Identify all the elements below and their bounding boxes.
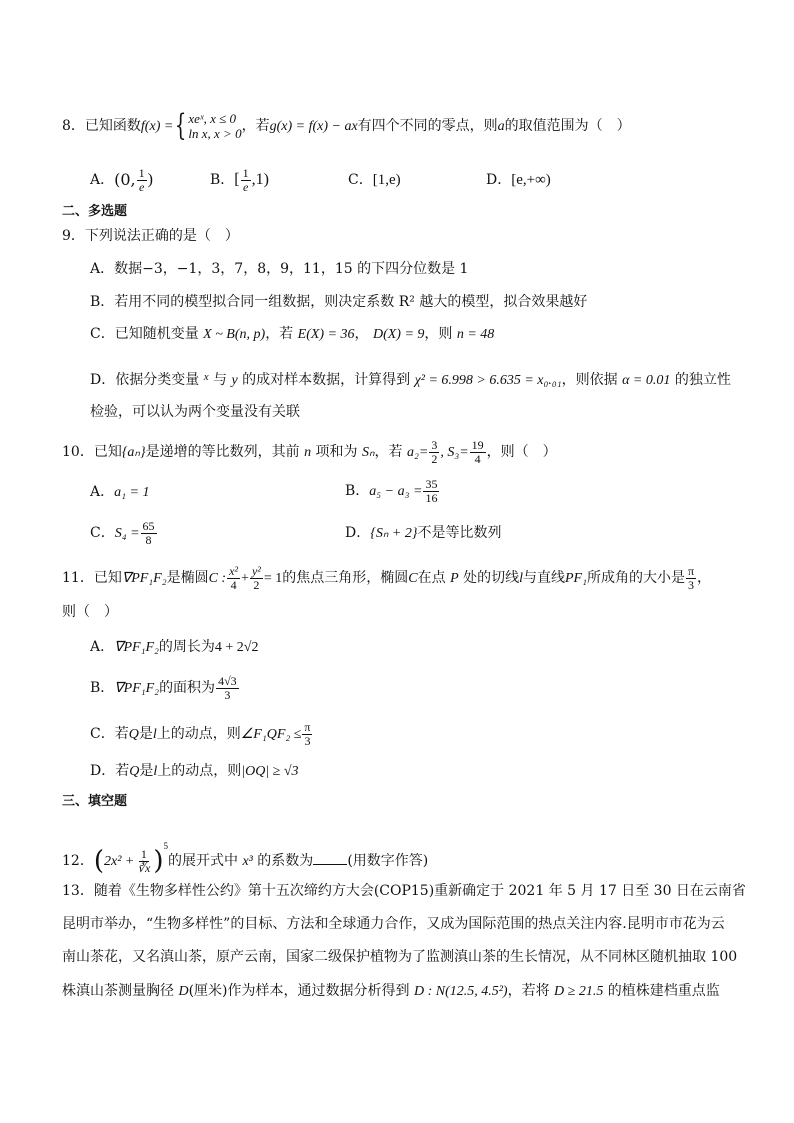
q10-pre: 10．已知 bbox=[62, 444, 122, 460]
q12-expr-a: 2x² + bbox=[103, 854, 135, 869]
q8-option-d[interactable] bbox=[486, 164, 551, 196]
q11-d-l: l bbox=[153, 764, 158, 779]
q8-fx: f(x) = bbox=[140, 119, 174, 134]
q10-b-den: 16 bbox=[425, 490, 438, 505]
q10-option-a[interactable] bbox=[90, 482, 149, 503]
q10-c-label: C． bbox=[90, 525, 115, 541]
q11-d-mid1: 是 bbox=[139, 763, 154, 779]
q9-c-math3: D(X) = 9 bbox=[372, 327, 425, 342]
q11-c-l: l bbox=[152, 727, 157, 742]
q8-option-b-pre: [ bbox=[234, 171, 240, 188]
q11-pf: PF₁ bbox=[564, 571, 587, 586]
q13-line4-end: 的植株建档重点监 bbox=[603, 983, 720, 999]
q8-a: a bbox=[497, 119, 505, 134]
q8-option-a-pre: (0, bbox=[114, 170, 136, 189]
q8-option-c[interactable] bbox=[348, 164, 401, 196]
q11-eq: = 1 bbox=[263, 571, 283, 586]
q11-option-c[interactable] bbox=[90, 717, 313, 752]
q11-mid6: 所成角的大小是 bbox=[586, 570, 685, 586]
q8-option-c-value: [1,e) bbox=[372, 172, 401, 188]
q8-case2: ln x, x > 0 bbox=[188, 126, 242, 141]
q10-a2: a₂= bbox=[407, 445, 429, 460]
q10-end: ，则（ ） bbox=[486, 444, 557, 460]
q10-option-b[interactable] bbox=[345, 474, 440, 509]
q8-stem bbox=[62, 108, 631, 145]
q10-c-frac bbox=[141, 520, 157, 547]
q8-option-a-num: 1 bbox=[138, 165, 145, 180]
q13-line4-mid: (厘米)作为样本，通过数据分析得到 bbox=[188, 983, 414, 999]
q9-d-mid1: 与 bbox=[208, 372, 232, 388]
q10-mid1: 是递增的等比数列，其前 bbox=[145, 444, 305, 460]
q11-a-tri: ∇PF₁F₂ bbox=[114, 640, 159, 655]
q8-option-a-frac bbox=[137, 167, 147, 194]
q10-mid2: 项和为 bbox=[311, 444, 362, 460]
q8-option-b-frac bbox=[241, 167, 251, 194]
q12-end: 的系数为 bbox=[252, 853, 314, 869]
q11-a-pre: A． bbox=[90, 639, 115, 655]
q11-a-math: 4 + 2√2 bbox=[214, 640, 259, 655]
q12-stem bbox=[62, 826, 428, 882]
q10-s3-den: 4 bbox=[474, 451, 481, 466]
q9-stem: 9．下列说法正确的是（ ） bbox=[62, 228, 239, 244]
q11-pi-num: π bbox=[687, 563, 695, 578]
q11-c-num: π bbox=[304, 719, 311, 734]
q10-a2-frac bbox=[429, 439, 439, 466]
q9-c-math4: n = 48 bbox=[456, 327, 495, 342]
q9-d-y: y bbox=[231, 373, 238, 388]
q11-b-frac bbox=[216, 675, 239, 702]
q8-option-a-post: ) bbox=[147, 171, 153, 188]
q12-den: ∛x bbox=[137, 860, 151, 875]
q11-b-pre: B． bbox=[90, 680, 115, 696]
q10-stem bbox=[62, 437, 557, 468]
q11-d-q: Q bbox=[129, 764, 140, 779]
q13-line4-pre: 株滇山茶测量胸径 bbox=[62, 983, 179, 999]
q11-mid5: 与直线 bbox=[522, 570, 565, 586]
q8-option-c-label: C． bbox=[348, 172, 373, 188]
q11-plus: + bbox=[241, 571, 249, 586]
q10-b-num: 35 bbox=[425, 476, 438, 491]
q11-option-d[interactable] bbox=[90, 761, 299, 782]
q11-pre: 11．已知 bbox=[62, 570, 122, 586]
q11-d-math: |OQ| ≥ √3 bbox=[241, 764, 299, 779]
q11-option-b[interactable] bbox=[90, 671, 240, 706]
q10-option-c[interactable] bbox=[90, 516, 158, 551]
q8-brace: { bbox=[175, 108, 187, 143]
q10-c-den: 8 bbox=[145, 532, 152, 547]
q13-line2: 昆明市举办，“生物多样性”的目标、方法和全球通力合作，又成为国际范围的热点关注内容.昆明市市花为云 bbox=[62, 916, 725, 932]
q8-option-b-label: B． bbox=[210, 172, 235, 188]
q12-num: 1 bbox=[140, 846, 147, 861]
q10-c-math: S₄ = bbox=[114, 526, 140, 541]
q8-lead: 8．已知函数 bbox=[62, 118, 141, 134]
q8-option-d-value: [e,+∞) bbox=[511, 172, 551, 188]
q10-a2-den: 2 bbox=[431, 451, 438, 466]
q11-d-pre: D．若 bbox=[90, 763, 130, 779]
q11-a-mid: 的周长为 bbox=[158, 639, 215, 655]
q11-p: P bbox=[450, 571, 459, 586]
q10-s3: , S₃= bbox=[440, 445, 469, 460]
q8-option-a-den: e bbox=[138, 179, 145, 194]
q13-line4 bbox=[62, 981, 720, 1002]
q11-c-den: 3 bbox=[304, 733, 311, 748]
q12-x3: x³ bbox=[242, 854, 253, 869]
q9-c-mid1: ，若 bbox=[265, 326, 298, 342]
q8-option-b[interactable] bbox=[210, 164, 269, 196]
q11-y-num: y² bbox=[251, 563, 261, 578]
q10-n: n bbox=[304, 445, 312, 460]
q8-case1: xeˣ, x ≤ 0 bbox=[188, 111, 237, 126]
q11-c-mid1: 是 bbox=[138, 726, 153, 742]
q11-d-mid2: 上的动点，则 bbox=[157, 763, 242, 779]
section-fill-in-blank: 三、填空题 bbox=[62, 794, 128, 809]
q8-option-b-num: 1 bbox=[242, 165, 249, 180]
q9-d-x: x bbox=[203, 371, 209, 383]
q12-exp: 5 bbox=[163, 841, 168, 851]
q11-stem-line2: 则（ ） bbox=[62, 604, 118, 620]
q10-mid3: ，若 bbox=[374, 444, 407, 460]
q10-an: {aₙ} bbox=[121, 445, 146, 460]
q13-line3: 南山茶花，又名滇山茶，原产云南，国家二级保护植物为了监测滇山茶的生长情况，从不同林区随机抽取 100 bbox=[62, 949, 738, 965]
q10-a-math: a₁ = 1 bbox=[114, 485, 150, 500]
q11-b-tri: ∇PF₁F₂ bbox=[114, 681, 160, 696]
q12-mid: 的展开式中 bbox=[167, 853, 243, 869]
q9-d-mid2: 的成对样本数据，计算得到 bbox=[237, 372, 415, 388]
q10-b-math: a₅ − a₃ = bbox=[369, 484, 423, 499]
q10-b-frac bbox=[423, 478, 439, 505]
q10-option-d[interactable] bbox=[345, 523, 501, 544]
q10-d-label: D． bbox=[345, 525, 371, 541]
q10-d-text: 不是等比数列 bbox=[417, 525, 502, 541]
q11-stem bbox=[62, 561, 711, 596]
q11-mid3: 在点 bbox=[417, 570, 451, 586]
q11-pi-den: 3 bbox=[688, 577, 694, 592]
q9-option-b[interactable]: B．若用不同的模型拟合同一组数据，则决定系数 R² 越大的模型，拟合效果越好 bbox=[90, 294, 588, 310]
q11-x-num: x² bbox=[229, 563, 239, 578]
q8-gx: g(x) = f(x) − ax bbox=[269, 119, 358, 134]
q13-line4-d: D bbox=[178, 984, 189, 999]
q13-line1: 13．随着《生物多样性公约》第十五次缔约方大会(COP15)重新确定于 2021 年 5 月 17 日至 30 日在云南省 bbox=[62, 883, 746, 899]
q11-y-frac bbox=[250, 565, 263, 592]
q11-mid1: 是椭圆 bbox=[166, 570, 209, 586]
q11-c: C : bbox=[208, 571, 227, 586]
q11-x-frac bbox=[227, 565, 240, 592]
q11-end: ， bbox=[697, 570, 712, 586]
q12-frac bbox=[135, 848, 152, 875]
q8-cases bbox=[188, 111, 241, 141]
q11-c-mid2: 上的动点，则 bbox=[156, 726, 241, 742]
q12-paren-open: ( bbox=[93, 846, 104, 876]
q10-d-math: {Sₙ + 2} bbox=[370, 526, 418, 541]
q9-option-c[interactable] bbox=[90, 324, 494, 345]
q9-d-end: 的独立性 bbox=[670, 372, 731, 388]
q11-mid2: 的焦点三角形，椭圆 bbox=[282, 570, 409, 586]
q10-a2-num: 3 bbox=[431, 437, 438, 452]
q11-y-den: 2 bbox=[253, 577, 260, 592]
q11-c-frac bbox=[302, 721, 312, 748]
q11-tri: ∇PF₁F₂ bbox=[121, 571, 167, 586]
q11-x-den: 4 bbox=[230, 577, 237, 592]
q9-option-a[interactable]: A．数据−3，−1，3，7，8，9，11，15 的下四分位数是 1 bbox=[90, 261, 469, 277]
q10-s3-frac bbox=[470, 439, 486, 466]
q8-mid: ，若 bbox=[241, 118, 270, 134]
q8-end: 的取值范围为（ ） bbox=[504, 118, 631, 134]
q13-line4-mid2: ，若将 bbox=[507, 983, 555, 999]
q10-a-label: A． bbox=[90, 484, 115, 500]
q9-d-math2: α = 0.01 bbox=[622, 373, 671, 388]
q11-b-den: 3 bbox=[224, 687, 231, 702]
q8-option-b-den: e bbox=[242, 179, 249, 194]
q11-b-mid: 的面积为 bbox=[159, 680, 216, 696]
q9-d-pre: D．依据分类变量 bbox=[90, 372, 204, 388]
q13-line4-math: D : N(12.5, 4.5²) bbox=[413, 984, 508, 999]
q12-paren-close: ) bbox=[153, 846, 164, 876]
q10-sn: Sₙ bbox=[361, 445, 375, 460]
q9-c-math1: X ~ B(n, p) bbox=[203, 327, 266, 342]
q10-c-num: 65 bbox=[142, 518, 155, 533]
q9-c-pre: C．已知随机变量 bbox=[90, 326, 204, 342]
q9-option-d[interactable] bbox=[90, 367, 731, 391]
section-multiple-choice: 二、多选题 bbox=[62, 204, 128, 219]
q9-c-mid2: ， bbox=[354, 326, 373, 342]
q11-c-math: ∠F₁QF₂ ≤ bbox=[240, 727, 302, 742]
q13-line4-math2: D ≥ 21.5 bbox=[554, 984, 604, 999]
q11-c2: C bbox=[408, 571, 418, 586]
q11-mid4: 处的切线 bbox=[458, 570, 520, 586]
q11-b-num: 4√3 bbox=[218, 673, 237, 688]
q11-l: l bbox=[519, 571, 523, 586]
q9-option-d-line2: 检验，可以认为两个变量没有关联 bbox=[90, 404, 300, 420]
q11-option-a[interactable] bbox=[90, 637, 258, 658]
q12-hint: (用数字作答) bbox=[347, 853, 429, 869]
q12-pre: 12． bbox=[62, 853, 94, 869]
q8-tail: 有四个不同的零点，则 bbox=[357, 118, 498, 134]
q9-c-math2: E(X) = 36 bbox=[297, 327, 355, 342]
q11-pi-frac bbox=[686, 565, 696, 592]
q9-d-mid3: ，则依据 bbox=[561, 372, 623, 388]
q11-c-q: Q bbox=[128, 727, 139, 742]
q11-c-pre: C．若 bbox=[90, 726, 129, 742]
q8-option-b-post: ,1) bbox=[251, 171, 269, 188]
q8-option-a-label: A． bbox=[90, 172, 115, 188]
q9-c-mid3: ，则 bbox=[424, 326, 457, 342]
q10-b-label: B． bbox=[345, 483, 370, 499]
q9-d-math: χ² = 6.998 > 6.635 = x₀.₀₁ bbox=[414, 373, 562, 388]
q12-answer-blank[interactable] bbox=[313, 850, 347, 865]
q10-s3-num: 19 bbox=[471, 437, 484, 452]
q8-option-a[interactable] bbox=[90, 164, 153, 196]
q8-option-d-label: D． bbox=[486, 172, 512, 188]
